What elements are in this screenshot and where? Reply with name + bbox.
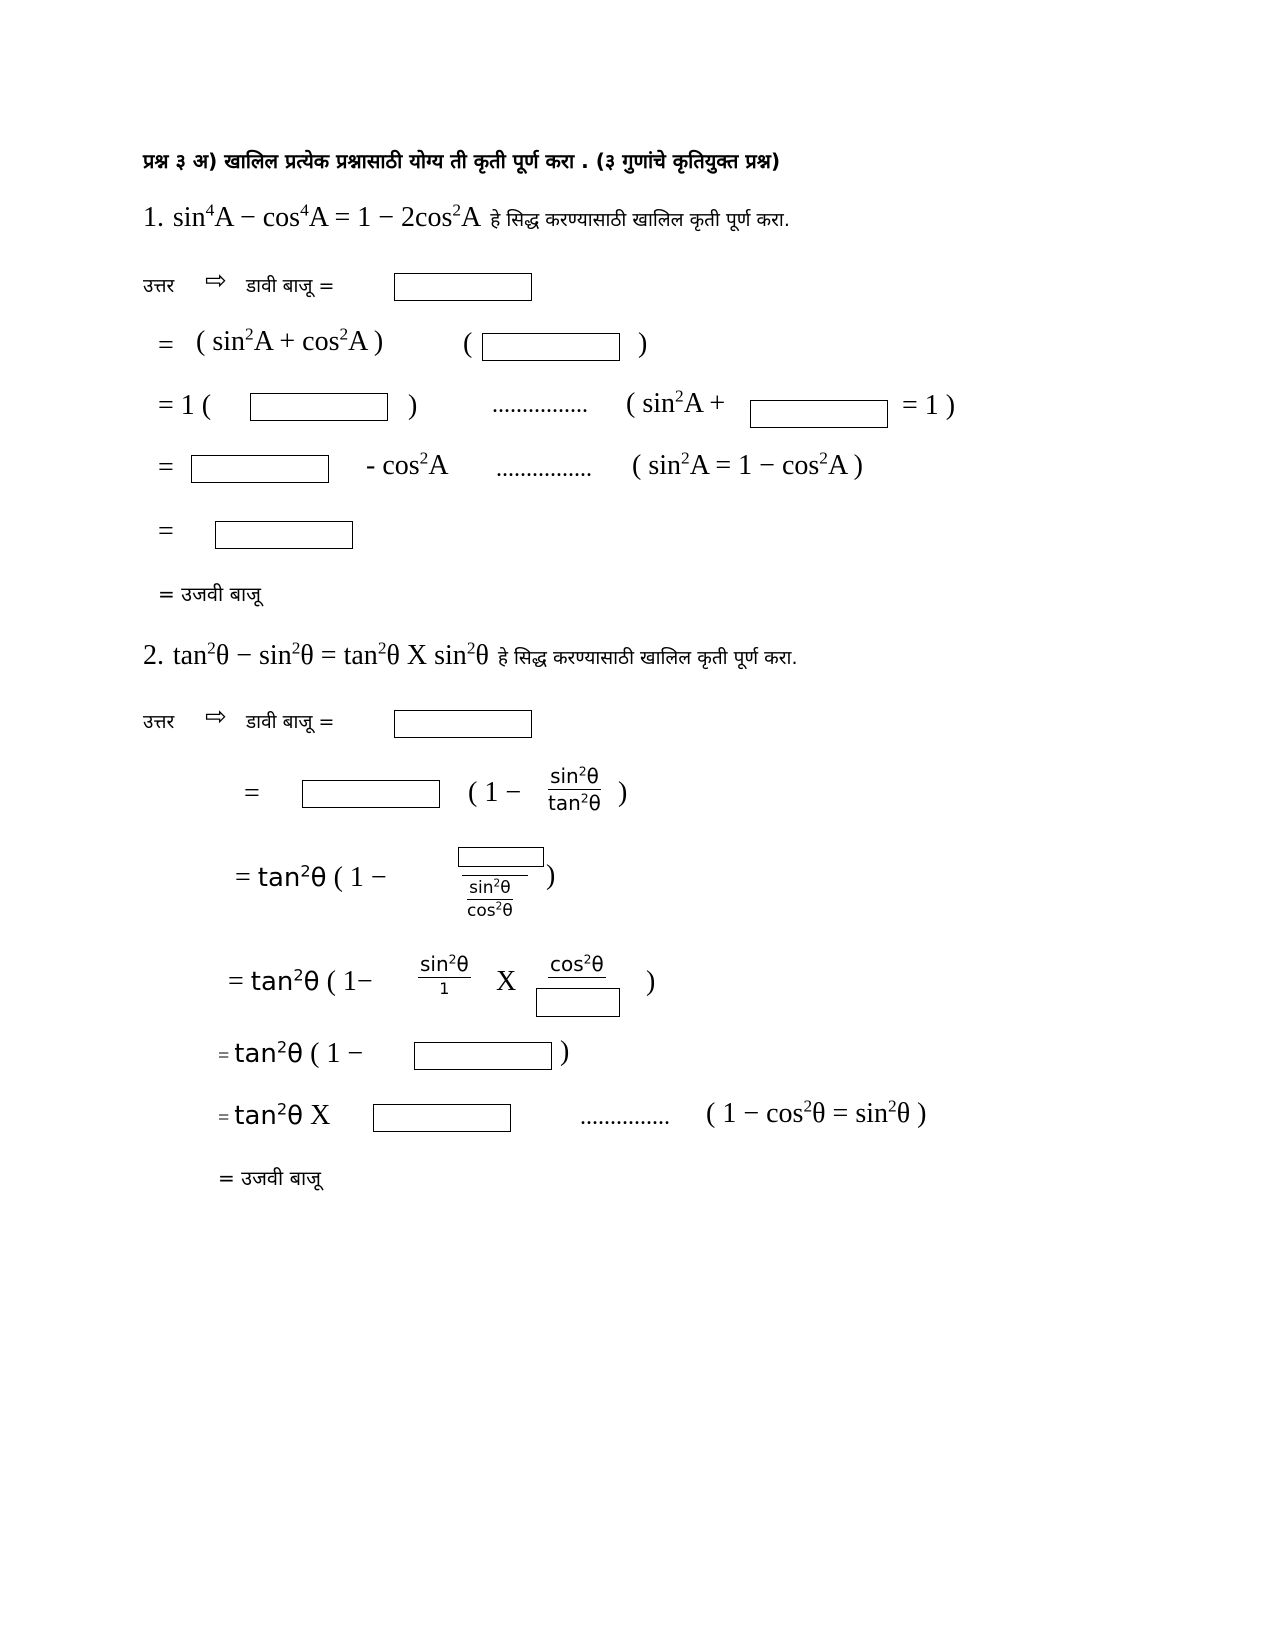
q2-blank-2[interactable] <box>302 780 440 808</box>
q2-step3-fraction-2 <box>548 952 606 978</box>
q2-blank-1[interactable] <box>394 710 532 738</box>
fraction-denominator: $\cos^2\theta$ <box>467 900 513 921</box>
q2-rhs-line: = उजवी बाजू <box>218 1166 322 1190</box>
q1-step2-reason: ( $\sin^2A$ + <box>626 386 726 419</box>
q2-step2-prefix: = $\tan^2\theta$ ( 1 − <box>235 861 387 893</box>
q1-step2-dots: ................ <box>492 392 588 418</box>
q1-rhs-line: = उजवी बाजू <box>158 582 262 606</box>
arrow-icon: ⇨ <box>205 702 227 732</box>
q1-step3-eq: = <box>158 452 174 483</box>
q1-blank-4[interactable] <box>750 400 888 428</box>
q1-blank-6[interactable] <box>215 521 353 549</box>
q2-step1-open: ( 1 − <box>468 777 522 808</box>
q1-step3-reason: ( $\sin^2A = 1 - \cos^2A$ ) <box>632 448 863 481</box>
q2-step2-inner-fraction <box>467 878 513 921</box>
q1-blank-1[interactable] <box>394 273 532 301</box>
q2-step5-prefix: = $\tan^2\theta$ X <box>218 1099 331 1131</box>
fraction-numerator: $\cos^2\theta$ <box>550 951 604 976</box>
q2-lhs-label: डावी बाजू = <box>246 711 335 733</box>
q1-math: $\sin^4A - \cos^4A = 1 - 2\cos^2A$ <box>172 200 482 233</box>
q1-step1-eq: = <box>158 330 174 361</box>
q1-step1-expr: ( $\sin^2A + \cos^2A$ ) <box>196 324 384 357</box>
fraction-numerator: $\sin^2\theta$ <box>420 951 469 976</box>
q1-statement <box>143 200 790 234</box>
arrow-icon: ⇨ <box>205 266 227 296</box>
q1-step2-prefix: = 1 ( <box>158 390 212 421</box>
q2-step5-dots: ............... <box>580 1104 670 1130</box>
q2-step4-close: ) <box>560 1036 570 1067</box>
q2-number: 2. <box>143 640 164 671</box>
worksheet-header: प्रश्न ३ अ) खालिल प्रत्येक प्रश्नासाठी योग्य ती कृती पूर्ण करा . (३ गुणांचे कृतियुक्त प्रश्न) <box>143 149 781 173</box>
q1-lhs-label: डावी बाजू = <box>246 275 335 297</box>
q1-blank-2[interactable] <box>482 333 620 361</box>
q1-answer-label <box>143 272 174 298</box>
q2-step4-prefix: = $\tan^2\theta$ ( 1 − <box>218 1037 364 1069</box>
q2-blank-6[interactable] <box>373 1104 511 1132</box>
q1-step3-dots: ................ <box>496 456 592 482</box>
q2-answer-label <box>143 708 174 734</box>
answer-label: उत्तर <box>143 275 175 297</box>
q1-step2-close: ) <box>408 390 418 421</box>
q1-blank-3[interactable] <box>250 393 388 421</box>
fraction-numerator: $\sin^2\theta$ <box>469 877 511 898</box>
q2-step5-reason: ( $1 - \cos^2\theta = \sin^2\theta$ ) <box>706 1096 927 1129</box>
q2-statement <box>143 638 798 672</box>
fraction-denominator: 1 <box>439 979 450 998</box>
q2-step3-times: X <box>496 966 517 997</box>
q1-instruction: हे सिद्ध करण्यासाठी खालिल कृती पूर्ण करा. <box>490 209 790 231</box>
q2-step1-fraction <box>548 764 601 815</box>
q2-step3-prefix: = $\tan^2\theta$ ( 1− <box>228 965 373 997</box>
q1-step3-expr: - $\cos^2A$ <box>366 448 449 481</box>
q2-blank-5[interactable] <box>414 1042 552 1070</box>
q1-blank-5[interactable] <box>191 455 329 483</box>
q2-instruction: हे सिद्ध करण्यासाठी खालिल कृती पूर्ण करा. <box>497 647 798 669</box>
q1-step4-eq: = <box>158 516 174 547</box>
fraction-denominator: $\tan^2\theta$ <box>548 790 601 815</box>
q2-step1-eq: = <box>244 778 260 809</box>
q2-blank-3[interactable] <box>458 847 544 867</box>
q1-number: 1. <box>143 202 164 233</box>
q2-step3-close: ) <box>646 966 656 997</box>
fraction-numerator: $\sin^2\theta$ <box>550 763 599 788</box>
q1-step2-reason-close: = 1 ) <box>902 390 956 421</box>
q1-step1-open: ( <box>463 328 473 359</box>
q2-step3-fraction <box>418 952 471 998</box>
q2-step2-close: ) <box>546 860 556 891</box>
q2-step2-main-bar <box>462 875 528 876</box>
answer-label: उत्तर <box>143 711 175 733</box>
q2-step1-close: ) <box>618 777 628 808</box>
q2-blank-4[interactable] <box>536 988 620 1017</box>
q2-math: $\tan^2\theta - \sin^2\theta = \tan^2\theta$ X $\sin^2\theta$ <box>172 638 489 671</box>
q1-step1-close: ) <box>638 328 648 359</box>
